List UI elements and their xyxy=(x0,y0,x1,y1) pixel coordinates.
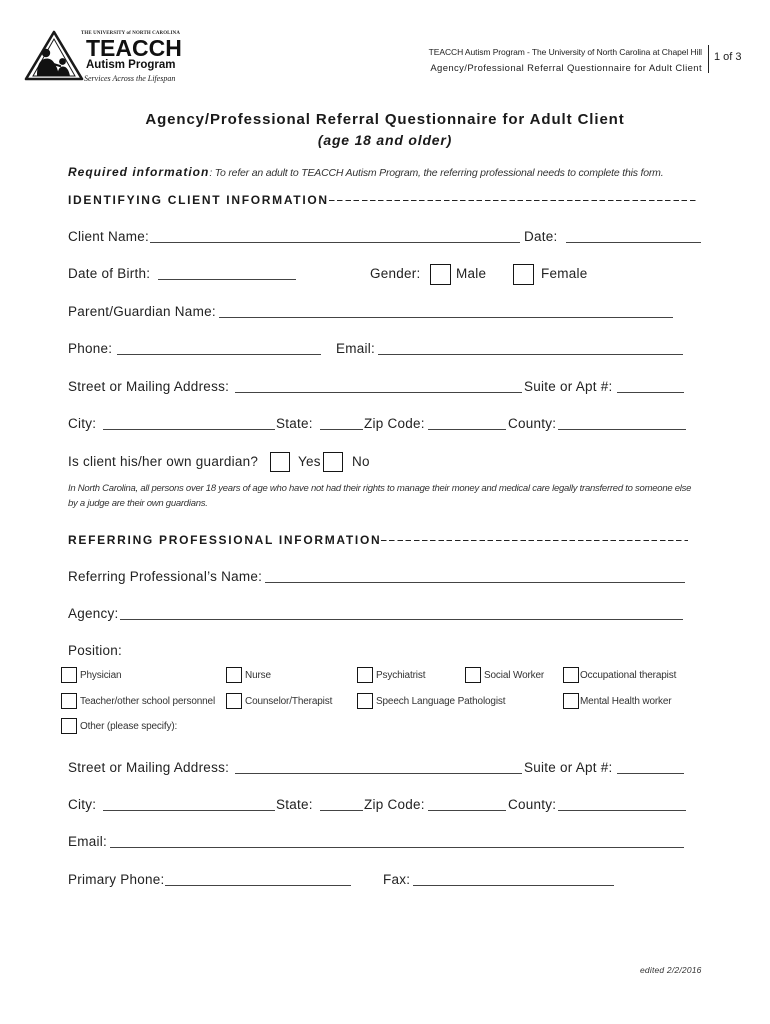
page-indicator: 1 of 3 xyxy=(714,51,742,63)
fax-label: Fax: xyxy=(383,872,411,887)
required-info-label: Required information xyxy=(68,165,210,179)
professional-zip-label: Zip Code: xyxy=(364,797,425,812)
own-guardian-yes-checkbox[interactable] xyxy=(270,452,290,472)
professional-suite-label: Suite or Apt #: xyxy=(524,760,613,775)
primary-phone-input[interactable] xyxy=(165,872,351,886)
position-occupational-therapist-label: Occupational therapist xyxy=(580,670,677,681)
own-guardian-label: Is client his/her own guardian? xyxy=(68,454,259,469)
logo-university-text: THE UNIVERSITY of NORTH CAROLINA xyxy=(81,31,181,36)
logo-wordmark: TEACCH xyxy=(86,35,182,61)
position-teacher-checkbox[interactable] xyxy=(61,693,77,709)
client-email-label: Email: xyxy=(336,341,376,356)
header-divider xyxy=(708,45,709,73)
professional-address-label: Street or Mailing Address: xyxy=(68,760,230,775)
position-psychiatrist-checkbox[interactable] xyxy=(357,667,373,683)
professional-state-label: State: xyxy=(276,797,313,812)
client-zip-label: Zip Code: xyxy=(364,416,425,431)
position-mental-health-worker-label: Mental Health worker xyxy=(580,696,672,707)
required-info-line xyxy=(68,165,663,180)
client-section-heading xyxy=(68,193,697,207)
position-teacher-label: Teacher/other school personnel xyxy=(80,696,216,707)
client-address-label: Street or Mailing Address: xyxy=(68,379,230,394)
client-name-label: Client Name: xyxy=(68,229,150,244)
professional-email-label: Email: xyxy=(68,834,108,849)
date-of-birth-input[interactable] xyxy=(158,266,296,280)
guardian-name-label: Parent/Guardian Name: xyxy=(68,304,216,319)
edited-date: edited 2/2/2016 xyxy=(640,965,702,975)
professional-section-title: REFERRING PROFESSIONAL INFORMATION xyxy=(68,533,382,547)
position-physician-label: Physician xyxy=(80,670,122,681)
position-psychiatrist-label: Psychiatrist xyxy=(376,670,426,681)
client-name-input[interactable] xyxy=(150,229,520,243)
position-counselor-label: Counselor/Therapist xyxy=(245,696,333,707)
page-title: Agency/Professional Referral Questionnaire for Adult Client xyxy=(145,111,625,128)
own-guardian-yes-label: Yes xyxy=(298,454,321,469)
date-of-birth-label: Date of Birth: xyxy=(68,266,151,281)
primary-phone-label: Primary Phone: xyxy=(68,872,165,887)
position-counselor-checkbox[interactable] xyxy=(226,693,242,709)
client-state-input[interactable] xyxy=(320,416,363,430)
position-social-worker-checkbox[interactable] xyxy=(465,667,481,683)
logo-tagline: Services Across the Lifespan xyxy=(84,74,176,83)
gender-male-label: Male xyxy=(456,266,487,281)
client-address-input[interactable] xyxy=(235,379,522,393)
gender-female-label: Female xyxy=(541,266,588,281)
own-guardian-no-checkbox[interactable] xyxy=(323,452,343,472)
client-county-label: County: xyxy=(508,416,557,431)
position-other-checkbox[interactable] xyxy=(61,718,77,734)
professional-county-label: County: xyxy=(508,797,557,812)
own-guardian-no-label: No xyxy=(352,454,370,469)
guardian-name-input[interactable] xyxy=(219,304,673,318)
position-other-label: Other (please specify): xyxy=(80,721,178,732)
gender-male-checkbox[interactable] xyxy=(430,264,451,285)
client-state-label: State: xyxy=(276,416,313,431)
client-phone-label: Phone: xyxy=(68,341,113,356)
required-info-text: : To refer an adult to TEACCH Autism Program, the referring professional needs to complete this form. xyxy=(209,167,664,179)
professional-city-input[interactable] xyxy=(103,797,275,811)
agency-input[interactable] xyxy=(120,606,683,620)
client-email-input[interactable] xyxy=(378,341,683,355)
professional-suite-input[interactable] xyxy=(617,760,684,774)
professional-city-label: City: xyxy=(68,797,97,812)
fax-input[interactable] xyxy=(413,872,614,886)
client-county-input[interactable] xyxy=(558,416,686,430)
professional-email-input[interactable] xyxy=(110,834,684,848)
client-phone-input[interactable] xyxy=(117,341,321,355)
section-divider-dashes xyxy=(329,200,697,202)
guardianship-note: In North Carolina, all persons over 18 years of age who have not had their rights to manage their money and medical care legally transferred to someone else by a judge are their own guardians. xyxy=(68,483,692,509)
professional-state-input[interactable] xyxy=(320,797,363,811)
client-zip-input[interactable] xyxy=(428,416,506,430)
page-subtitle: (age 18 and older) xyxy=(317,132,453,148)
professional-section-heading xyxy=(68,533,688,547)
position-speech-pathologist-checkbox[interactable] xyxy=(357,693,373,709)
header-document-line: Agency/Professional Referral Questionnaire for Adult Client xyxy=(430,63,702,74)
logo-program-text: Autism Program xyxy=(86,59,176,71)
professional-address-input[interactable] xyxy=(235,760,522,774)
professional-name-input[interactable] xyxy=(265,569,685,583)
position-nurse-checkbox[interactable] xyxy=(226,667,242,683)
professional-name-label: Referring Professional’s Name: xyxy=(68,569,263,584)
agency-label: Agency: xyxy=(68,606,119,621)
position-label: Position: xyxy=(68,643,123,658)
position-speech-pathologist-label: Speech Language Pathologist xyxy=(376,696,506,707)
professional-county-input[interactable] xyxy=(558,797,686,811)
position-social-worker-label: Social Worker xyxy=(484,670,545,681)
section-divider-dashes xyxy=(381,540,688,542)
position-mental-health-worker-checkbox[interactable] xyxy=(563,693,579,709)
date-input[interactable] xyxy=(566,229,701,243)
client-suite-label: Suite or Apt #: xyxy=(524,379,613,394)
professional-zip-input[interactable] xyxy=(428,797,506,811)
gender-female-checkbox[interactable] xyxy=(513,264,534,285)
position-occupational-therapist-checkbox[interactable] xyxy=(563,667,579,683)
position-nurse-label: Nurse xyxy=(245,670,271,681)
position-physician-checkbox[interactable] xyxy=(61,667,77,683)
client-suite-input[interactable] xyxy=(617,379,684,393)
client-city-input[interactable] xyxy=(103,416,275,430)
date-label: Date: xyxy=(524,229,558,244)
client-city-label: City: xyxy=(68,416,97,431)
teacch-triangle-logo-icon xyxy=(24,30,84,82)
header-organization-line: TEACCH Autism Program - The University of North Carolina at Chapel Hill xyxy=(428,47,702,57)
client-section-title: IDENTIFYING CLIENT INFORMATION xyxy=(68,193,329,207)
gender-label: Gender: xyxy=(370,266,421,281)
